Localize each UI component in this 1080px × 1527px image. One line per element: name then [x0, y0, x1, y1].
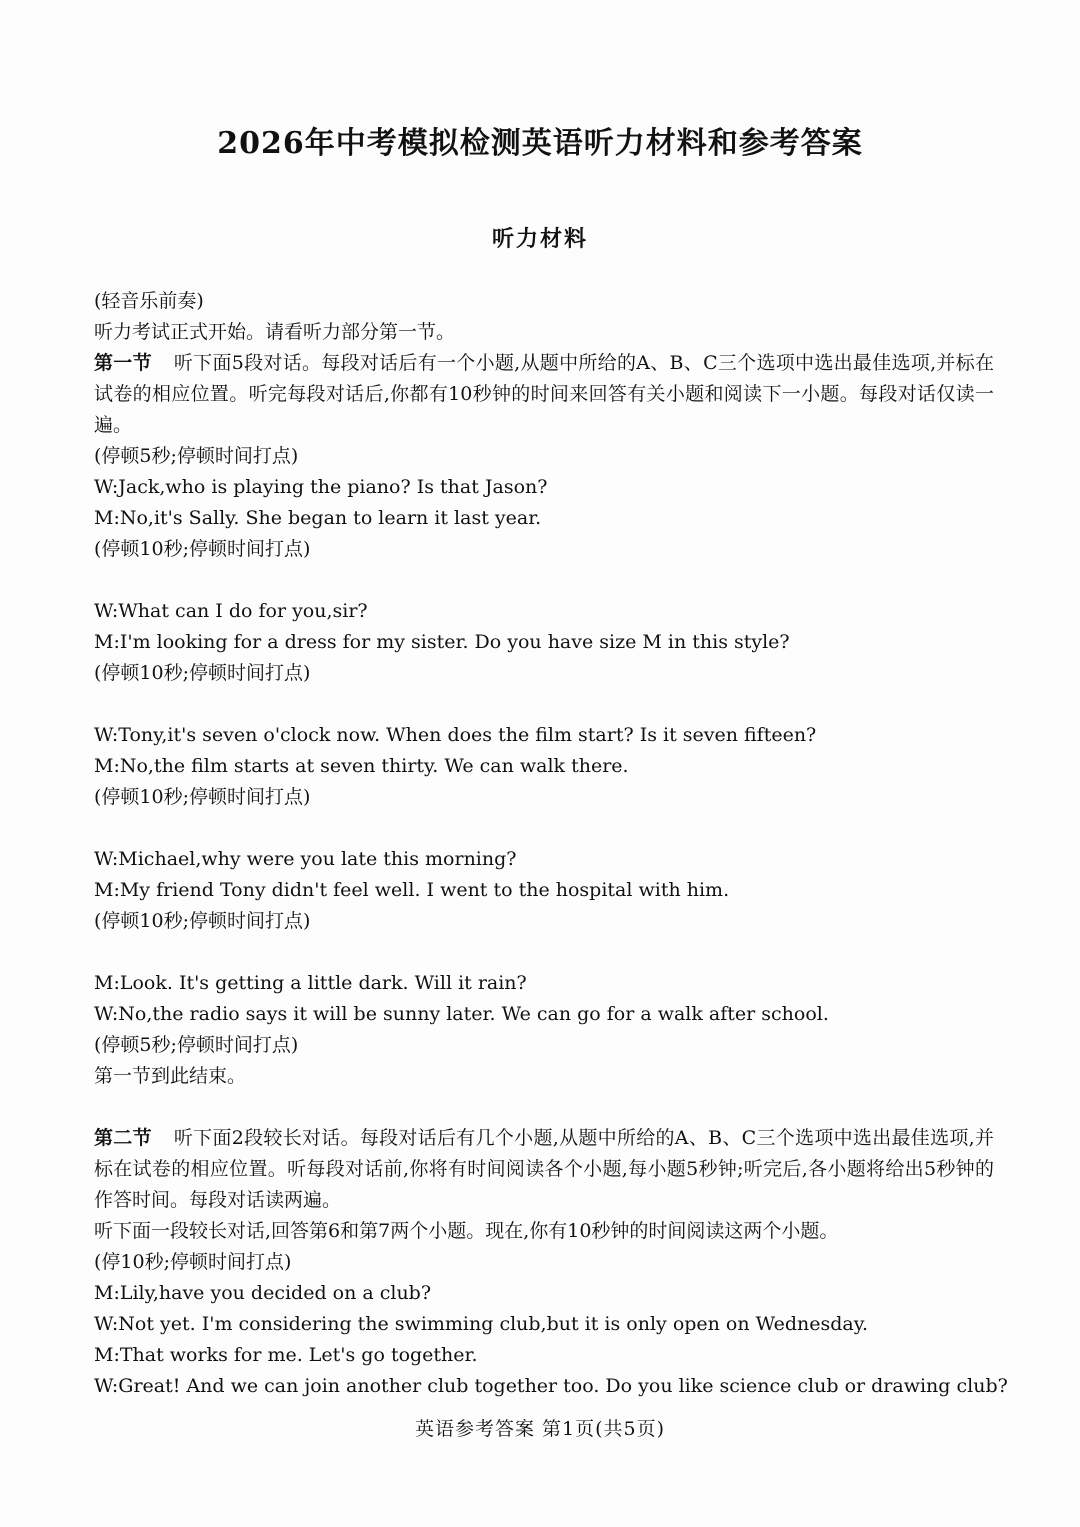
- part1-label: 第一节: [94, 352, 152, 374]
- pause-note: (停顿5秒;停顿时间打点): [94, 445, 299, 467]
- pause-note: (停顿10秒;停顿时间打点): [94, 786, 311, 808]
- dialogue-2: [94, 596, 994, 689]
- section-heading: 听力材料: [491, 226, 588, 252]
- spacer: [94, 1092, 994, 1123]
- dialogue-line: W:Jack,who is playing the piano? Is that Jason?: [94, 476, 548, 498]
- pause-note: (停10秒;停顿时间打点): [94, 1251, 292, 1273]
- dialogue-line: M:Look. It's getting a little dark. Will it rain?: [94, 972, 527, 994]
- spacer: [94, 689, 994, 720]
- part1-end: 第一节到此结束。: [94, 1065, 247, 1087]
- spacer: [94, 937, 994, 968]
- dialogue-3: [94, 720, 994, 813]
- intro-music: (轻音乐前奏): [94, 290, 204, 312]
- pause-note: (停顿10秒;停顿时间打点): [94, 538, 311, 560]
- dialogue-4: [94, 844, 994, 937]
- dialogue-line: W:Not yet. I'm considering the swimming club,but it is only open on Wednesday.: [94, 1313, 869, 1335]
- part1-instructions-text: 听下面5段对话。每段对话后有一个小题,从题中所给的A、B、C三个选项中选出最佳选项,并标在试卷的相应位置。听完每段对话后,你都有10秒钟的时间来回答有关小题和阅读下一小题。每段对话仅读一遍。: [94, 352, 994, 436]
- intro-start: 听力考试正式开始。请看听力部分第一节。: [94, 321, 456, 343]
- part1-instructions: [94, 348, 994, 441]
- dialogue-line: W:No,the radio says it will be sunny later. We can go for a walk after school.: [94, 1003, 829, 1025]
- part2-subintro: 听下面一段较长对话,回答第6和第7两个小题。现在,你有10秒钟的时间阅读这两个小题。: [94, 1220, 839, 1242]
- part2-label: 第二节: [94, 1127, 152, 1149]
- dialogue-line: W:Michael,why were you late this morning?: [94, 848, 517, 870]
- pause-note: (停顿5秒;停顿时间打点): [94, 1034, 299, 1056]
- dialogue-line: W:Tony,it's seven o'clock now. When does the film start? Is it seven fifteen?: [94, 724, 817, 746]
- dialogue-line: M:No,the film starts at seven thirty. We can walk there.: [94, 755, 629, 777]
- listening-material: [94, 286, 1008, 1402]
- dialogue-line: M:Lily,have you decided on a club?: [94, 1282, 432, 1304]
- part2-instructions: [94, 1123, 994, 1216]
- page-footer: 英语参考答案 第1页(共5页): [414, 1418, 666, 1440]
- dialogue-line: M:I'm looking for a dress for my sister. Do you have size M in this style?: [94, 631, 790, 653]
- pause-note: (停顿10秒;停顿时间打点): [94, 662, 311, 684]
- dialogue-line: W:Great! And we can join another club together too. Do you like science club or drawing club?: [94, 1375, 1008, 1397]
- dialogue-line: M:My friend Tony didn't feel well. I went to the hospital with him.: [94, 879, 730, 901]
- spacer: [94, 813, 994, 844]
- dialogue-line: M:That works for me. Let's go together.: [94, 1344, 478, 1366]
- document-title: 2026年中考模拟检测英语听力材料和参考答案: [217, 126, 863, 161]
- part2-instructions-text: 听下面2段较长对话。每段对话后有几个小题,从题中所给的A、B、C三个选项中选出最佳选项,并标在试卷的相应位置。听每段对话前,你将有时间阅读各个小题,每小题5秒钟;听完后,各小题将给出5秒钟的作答时间。每段对话读两遍。: [94, 1127, 994, 1211]
- dialogue-line: M:No,it's Sally. She began to learn it last year.: [94, 507, 542, 529]
- dialogue-line: W:What can I do for you,sir?: [94, 600, 368, 622]
- spacer: [94, 565, 994, 596]
- dialogue-5: [94, 968, 994, 1061]
- pause-note: (停顿10秒;停顿时间打点): [94, 910, 311, 932]
- dialogue-1: [94, 472, 994, 565]
